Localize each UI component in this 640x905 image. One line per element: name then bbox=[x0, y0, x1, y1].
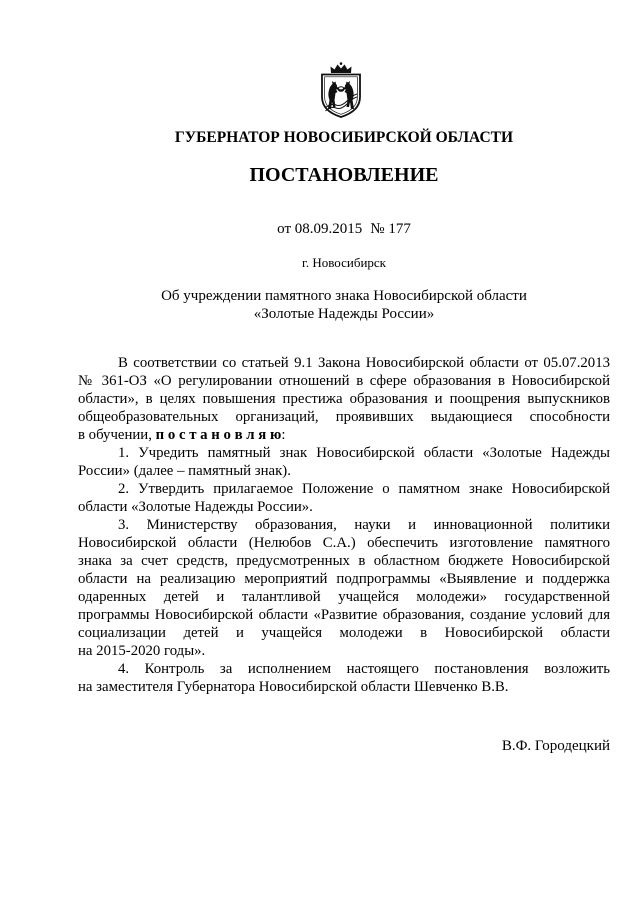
body-line: 1. Учредить памятный знак Новосибирской области «Золотые Надежды bbox=[118, 445, 610, 461]
body-line: 2. Утвердить прилагаемое Положение о памятном знаке Новосибирской bbox=[118, 481, 610, 497]
body-line: программы Новосибирской области «Развитие образования, создание условий для bbox=[78, 607, 610, 623]
signatory-name: В.Ф. Городецкий bbox=[501, 738, 610, 754]
clause-4 bbox=[78, 660, 610, 696]
body-line: на 2015-2020 годы». bbox=[78, 643, 206, 659]
body-line: области «Золотые Надежды России». bbox=[78, 499, 313, 515]
body-line: 4. Контроль за исполнением настоящего постановления возложить bbox=[118, 661, 610, 677]
crown-shape bbox=[331, 62, 352, 73]
body-line: России» (далее – памятный знак). bbox=[78, 463, 291, 479]
coat-of-arms-graphic bbox=[318, 62, 364, 118]
document-subject bbox=[78, 287, 610, 323]
document-type-heading: ПОСТАНОВЛЕНИЕ bbox=[249, 164, 439, 186]
clause-3 bbox=[78, 516, 610, 660]
city-line: г. Новосибирск bbox=[301, 255, 386, 270]
clause-1 bbox=[78, 444, 610, 480]
document-date: от 08.09.2015 bbox=[277, 221, 363, 237]
closing-prefix: в обучении, bbox=[78, 427, 152, 443]
body-line: 3. Министерству образования, науки и инновационной политики bbox=[118, 517, 610, 533]
body-line: общеобразовательных организаций, проявивших выдающиеся способности bbox=[78, 409, 610, 425]
decree-word: п о с т а н о в л я ю bbox=[155, 427, 282, 443]
body-line: социализации детей и учащейся молодежи в Новосибирской области bbox=[78, 625, 610, 641]
date-number-line bbox=[78, 220, 610, 238]
body-line: области на реализацию мероприятий подпрограммы «Выявление и поддержка bbox=[78, 571, 610, 587]
closing-suffix: : bbox=[281, 427, 286, 443]
body-line: области», в целях повышения престижа образования и поощрения выпускников bbox=[78, 391, 610, 407]
body-line: одаренных детей и талантливой учащейся молодежи» государственной bbox=[78, 589, 610, 605]
clause-2 bbox=[78, 480, 610, 516]
body-line: на заместителя Губернатора Новосибирской области Шевченко В.В. bbox=[78, 679, 509, 695]
document-body bbox=[78, 354, 610, 696]
body-line: Новосибирской области (Нелюбов С.А.) обеспечить изготовление памятного bbox=[78, 535, 610, 551]
body-line: В соответствии со статьей 9.1 Закона Новосибирской области от 05.07.2013 bbox=[118, 355, 610, 371]
coat-of-arms-icon bbox=[318, 62, 364, 118]
issuing-authority-heading: ГУБЕРНАТОР НОВОСИБИРСКОЙ ОБЛАСТИ bbox=[174, 129, 514, 146]
body-line bbox=[78, 426, 610, 444]
preamble-paragraph bbox=[78, 354, 610, 444]
body-line: № 361-ОЗ «О регулировании отношений в сфере образования в Новосибирской bbox=[78, 373, 610, 389]
shield-shape bbox=[322, 75, 360, 118]
loaf-shape bbox=[338, 86, 345, 92]
subject-line: «Золотые Надежды России» bbox=[253, 306, 435, 322]
document-number: № 177 bbox=[370, 221, 411, 237]
body-line: знака за счет средств, предусмотренных в областном бюджете Новосибирской bbox=[78, 553, 610, 569]
subject-line: Об учреждении памятного знака Новосибирской области bbox=[161, 288, 527, 304]
